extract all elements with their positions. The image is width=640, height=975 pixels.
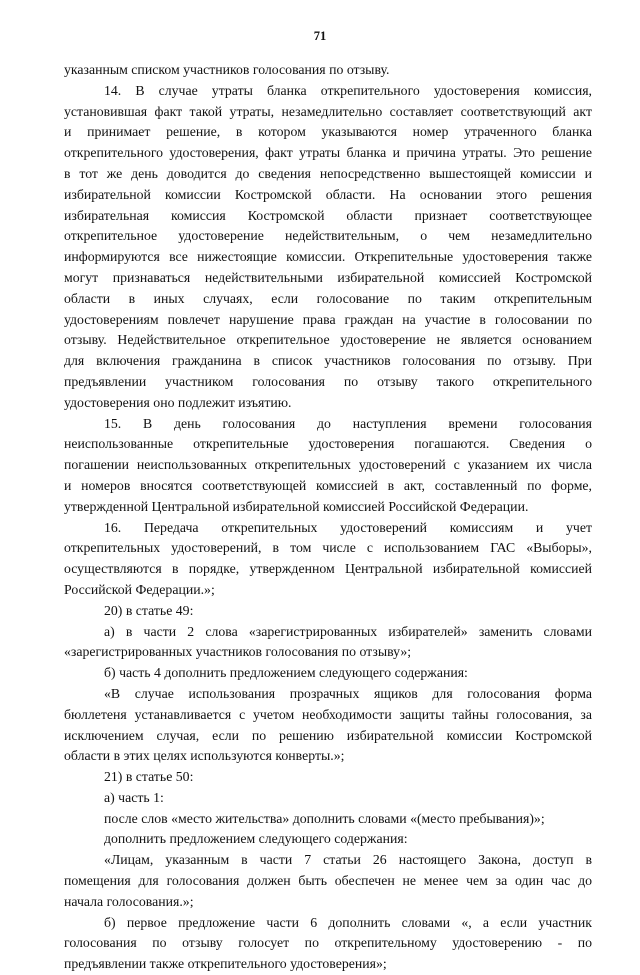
text-line: установившая факт такой утраты, незамедлительно составляет соответствующий акт [64,103,592,119]
text-line: голосования по отзыву голосует по открепительному удостоверению - по [64,935,592,951]
text-line: б) часть 4 дополнить предложением следующего содержания: [104,665,468,681]
text-line: «Лицам, указанным в части 7 статьи 26 настоящего Закона, доступ в [104,852,592,868]
text-line: исключением случая, если по решению избирательной комиссии Костромской [64,727,592,743]
text-line: 15. В день голосования до наступления времени голосования [104,415,592,431]
text-line: открепительное удостоверение недействительным, о чем незамедлительно [64,228,592,244]
text-line: а) в части 2 слова «зарегистрированных избирателей» заменить словами [104,623,592,639]
text-line: помещения для голосования должен быть обеспечен не менее чем за один час до [64,873,592,889]
text-line: бюллетеня устанавливается с учетом необходимости защиты тайны голосования, за [64,706,592,722]
text-line: в тот же день доводится до сведения непосредственно вышестоящей комиссии и [64,165,592,181]
text-line: избирательной комиссии Костромской области. На основании этого решения [64,186,592,202]
text-line: могут признаваться недействительными избирательной комиссией Костромской [64,269,592,285]
text-line: начала голосования.»; [64,893,194,909]
text-line: после слов «место жительства» дополнить словами «(место пребывания)»; [104,810,545,826]
text-line: неиспользованные открепительные удостоверения погашаются. Сведения о [64,436,592,452]
text-line: для включения гражданина в список участников голосования по отзыву. При [64,353,592,369]
text-line: Российской Федерации.»; [64,581,215,597]
text-line: предъявлении также открепительного удостоверения»; [64,956,387,972]
text-line: области в этих целях используются конверты.»; [64,748,345,764]
text-line: предъявлении участником голосования по отзыву такого открепительного [64,373,592,389]
text-line: «В случае использования прозрачных ящиков для голосования форма [104,685,592,701]
text-line: 14. В случае утраты бланка открепительного удостоверения комиссия, [104,82,592,98]
text-line: информируются все нижестоящие комиссии. Открепительные удостоверения также [64,249,592,265]
text-line: открепительных удостоверений, в том числе с использованием ГАС «Выборы», [64,540,592,556]
text-line: дополнить предложением следующего содержания: [104,831,408,847]
text-line: а) часть 1: [104,789,164,805]
text-line: отзыву. Недействительное открепительное удостоверение не является основанием [64,332,592,348]
page-number: 71 [313,29,327,43]
text-line: удостоверения оно подлежит изъятию. [64,394,292,410]
text-line: и номеров вносятся соответствующей комиссией в акт, составленный по форме, [64,477,592,493]
text-line: указанным списком участников голосования по отзыву. [64,62,390,77]
text-line: «зарегистрированных участников голосования по отзыву»; [64,644,412,660]
text-line: 21) в статье 50: [104,769,194,785]
text-line: утвержденной Центральной избирательной комиссией Российской Федерации. [64,498,529,514]
text-line: 16. Передача открепительных удостоверений комиссиям и учет [104,519,592,535]
text-line: осуществляются в порядке, утвержденном Центральной избирательной комиссией [64,561,592,577]
text-line: и принимает решение, в котором указываются номер утраченного бланка [64,124,592,140]
text-line: б) первое предложение части 6 дополнить словами «, а если участник [104,914,592,930]
text-line: 20) в статье 49: [104,602,194,618]
text-line: избирательная комиссия Костромской области признает соответствующее [64,207,592,223]
document-body [64,60,592,975]
text-line: области в иных случаях, если голосование по таким открепительным [64,290,592,306]
text-line: удостоверениям повлечет нарушение права граждан на участие в голосовании по [64,311,592,327]
text-line: погашении неиспользованных открепительных удостоверений с указанием их числа [64,457,592,473]
text-line: открепительного удостоверения, факт утраты бланка и причина утраты. Это решение [64,145,592,161]
